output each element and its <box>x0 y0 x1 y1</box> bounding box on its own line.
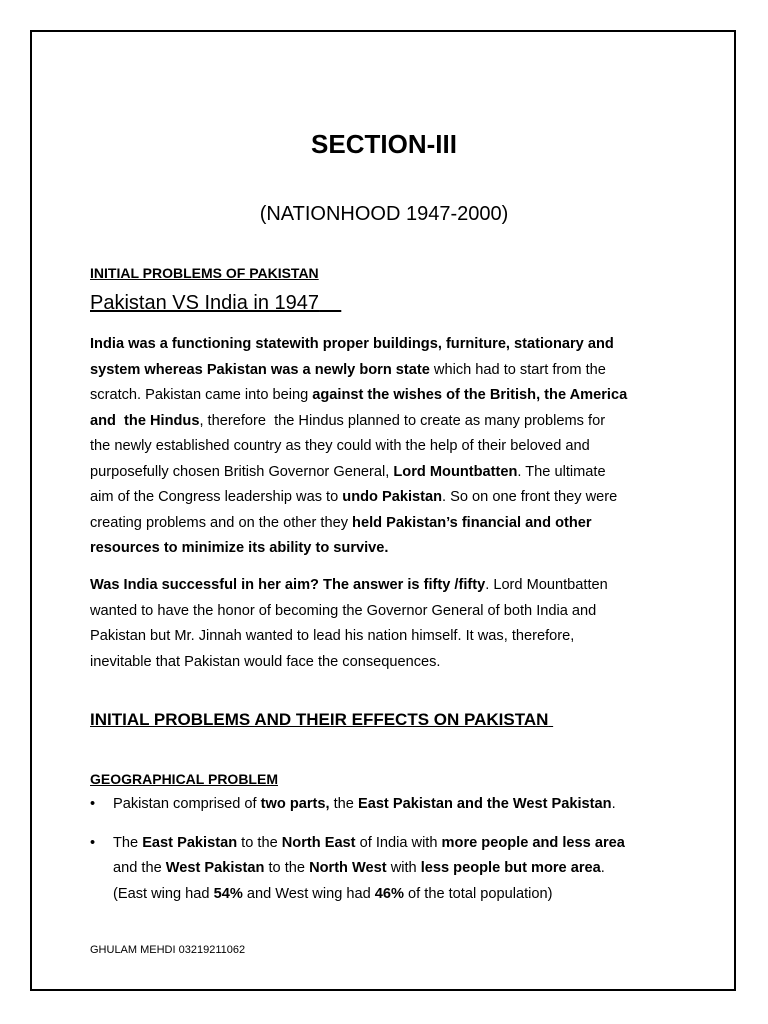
heading-geographical-problem: GEOGRAPHICAL PROBLEM <box>90 771 278 787</box>
para2-line4 <box>90 650 680 676</box>
para1-l7a: aim of the Congress leadership was to <box>90 489 343 505</box>
para1-l9: resources to minimize its ability to survive. <box>90 540 389 556</box>
para1-l5: the newly established country as they could with the help of their beloved and <box>90 438 590 454</box>
bullet1-d: East Pakistan and the West Pakistan <box>357 796 612 812</box>
bullet-icon: • <box>90 796 96 812</box>
para2-l1a: Was India successful in her aim? The answer is fifty /fifty <box>90 577 486 593</box>
para1-l6a: purposefully chosen British Governor General, <box>90 463 394 480</box>
bullet2-l1f: more people and less area <box>441 834 625 851</box>
bullet2-l3a: (East wing had <box>113 885 214 902</box>
para1-l3b: against the wishes of the British, the America <box>312 387 628 403</box>
para2-line1 <box>90 573 680 599</box>
para1-l8b: held Pakistan’s financial and other <box>352 514 592 531</box>
bullet2-l2g: . <box>600 860 605 876</box>
para1-l6c: . The ultimate <box>517 463 606 480</box>
para1-l1: India was a functioning statewith proper buildings, furniture, stationary and <box>90 336 614 352</box>
heading-pakistan-vs-india <box>90 288 341 318</box>
para1-line4 <box>90 409 680 435</box>
para1-line9 <box>90 536 680 562</box>
para1-l4b: , therefore the Hindus planned to create as many problems for <box>199 412 606 429</box>
bullet2-l2e: with <box>386 860 421 876</box>
heading-initial-problems-effects <box>90 707 553 733</box>
para1-line6 <box>90 460 680 486</box>
heading-effects-text: INITIAL PROBLEMS AND THEIR EFFECTS ON PAKISTAN <box>90 710 549 729</box>
bullet2-l3b: 54% <box>213 885 243 902</box>
para1-l8a: creating problems and on the other they <box>90 514 353 531</box>
bullet2-l1d: North East <box>281 834 356 851</box>
bullet2-l3c: and West wing had <box>242 885 375 902</box>
bullet2-l2c: to the <box>264 860 310 876</box>
para2-l1b: . Lord Mountbatten <box>485 577 608 593</box>
section-subtitle: (NATIONHOOD 1947-2000) <box>259 203 509 225</box>
bullet2-line3 <box>113 882 680 908</box>
para2-line2 <box>90 599 680 625</box>
para2-l4: inevitable that Pakistan would face the consequences. <box>90 653 441 670</box>
bullet1-line <box>113 792 680 818</box>
para1-line2 <box>90 358 680 384</box>
para1-l2a: system whereas Pakistan was a newly born state <box>90 361 430 378</box>
para1-line3 <box>90 383 680 409</box>
bullet1-b: two parts, <box>260 796 330 812</box>
paragraph-india-successful <box>90 573 680 675</box>
bullet2-l1c: to the <box>237 834 282 851</box>
para2-l3: Pakistan but Mr. Jinnah wanted to lead his nation himself. It was, therefore, <box>90 628 575 644</box>
bullet1-c: the <box>329 796 358 812</box>
bullet2-l3e: of the total population) <box>404 885 553 902</box>
bullet2-l3d: 46% <box>374 885 404 902</box>
para2-line3 <box>90 624 680 650</box>
bullet2-l1a: The <box>113 834 143 851</box>
para1-l7b: undo Pakistan <box>342 489 443 505</box>
bullet-icon: • <box>90 834 96 851</box>
bullet2-line2 <box>113 856 680 882</box>
para1-l3a: scratch. Pakistan came into being <box>90 387 313 403</box>
bullet2-l2a: and the <box>113 860 166 876</box>
para1-line8 <box>90 511 680 537</box>
section-title: SECTION-III <box>311 129 457 159</box>
para1-l6b: Lord Mountbatten <box>393 463 518 480</box>
bullet2-l2f: less people but more area <box>420 860 601 876</box>
para1-l2b: which had to start from the <box>429 361 606 378</box>
bullet2-l2b: West Pakistan <box>165 860 265 876</box>
para1-l7c: . So on one front they were <box>442 489 618 505</box>
para2-l2: wanted to have the honor of becoming the Governor General of both India and <box>90 602 597 619</box>
para1-line1 <box>90 332 680 358</box>
bullet-two-parts <box>90 792 680 818</box>
footer-author: GHULAM MEHDI 03219211062 <box>90 944 246 956</box>
para1-l4a: and the Hindus <box>90 412 200 429</box>
bullet2-line1 <box>113 831 680 857</box>
heading-initial-problems: INITIAL PROBLEMS OF PAKISTAN <box>90 265 319 281</box>
bullet1-a: Pakistan comprised of <box>113 796 261 812</box>
heading-pakistan-vs-india-text: Pakistan VS India in 1947 <box>90 292 320 314</box>
bullet2-l1e: of India with <box>355 834 442 851</box>
bullet-east-west <box>90 831 680 908</box>
paragraph-india-functioning-state <box>90 332 680 562</box>
bullet2-l1b: East Pakistan <box>142 834 238 851</box>
bullet2-l2d: North West <box>309 860 387 876</box>
geographical-bullets <box>90 792 680 907</box>
bullet1-e: . <box>611 796 616 812</box>
para1-line5 <box>90 434 680 460</box>
para1-line7 <box>90 485 680 511</box>
